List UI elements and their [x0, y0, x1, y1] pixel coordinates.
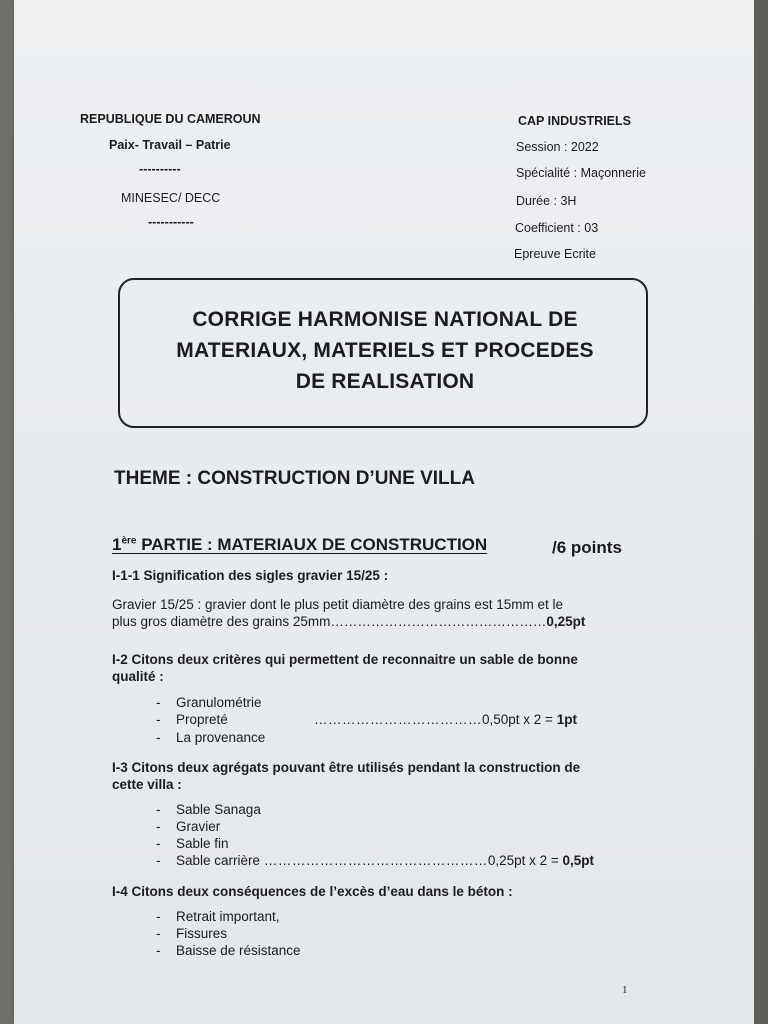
- part-number: 1: [112, 535, 122, 554]
- answer-line: [112, 613, 585, 630]
- question: I-2 Citons deux critères qui permettent de reconnaitre un sable de bonne: [112, 652, 578, 667]
- duration: Durée : 3H: [516, 194, 577, 208]
- title-line: CORRIGE HARMONISE NATIONAL DE: [192, 308, 578, 331]
- exam-type: Epreuve Ecrite: [514, 247, 596, 261]
- title-box: [118, 278, 648, 428]
- score: 0,25pt: [546, 614, 586, 629]
- question: qualité :: [112, 669, 164, 684]
- part-heading: [112, 535, 487, 555]
- part-superscript: ère: [121, 535, 137, 547]
- ministry: MINESEC/ DECC: [121, 191, 221, 205]
- question: I-1-1 Signification des sigles gravier 15/25 :: [112, 568, 389, 583]
- answer-text: plus gros diamètre des grains 25mm…………………………………………: [112, 614, 547, 629]
- title-line: MATERIAUX, MATERIELS ET PROCEDES: [176, 339, 594, 362]
- theme: THEME : CONSTRUCTION D’UNE VILLA: [114, 468, 475, 489]
- header-separator: -----------: [148, 215, 194, 229]
- question: cette villa :: [112, 777, 182, 792]
- session: Session : 2022: [516, 140, 599, 154]
- motto: Paix- Travail – Patrie: [109, 138, 231, 152]
- country-name: REPUBLIQUE DU CAMEROUN: [80, 112, 261, 126]
- coefficient: Coefficient : 03: [515, 221, 599, 235]
- answer-line: Gravier 15/25 : gravier dont le plus petit diamètre des grains est 15mm et le: [112, 597, 563, 612]
- score: 0,5pt: [562, 853, 595, 868]
- specialty: Spécialité : Maçonnerie: [516, 166, 646, 180]
- header-separator: ----------: [139, 162, 181, 176]
- exam-name: CAP INDUSTRIELS: [518, 114, 631, 128]
- score: 1pt: [556, 712, 577, 727]
- question: I-4 Citons deux conséquences de l’excès d’eau dans le béton :: [112, 884, 513, 899]
- question: I-3 Citons deux agrégats pouvant être utilisés pendant la construction de: [112, 760, 581, 775]
- title-line: DE REALISATION: [295, 370, 475, 393]
- document-page: REPUBLIQUE DU CAMEROUN Paix- Travail – Patrie ---------- MINESEC/ DECC ----------- CAP INDUSTRIELS Session : 2022 Spécialité : Maçonnerie Durée : 3H Coefficient : 03 Epreuve Ecrite CORRIGE HARMONISE NATIONAL DE MATERIAUX, MATERIELS ET PROCEDES DE REALISATION THEME : CONSTRUCTION D’UNE VILLA 1ère PARTIE : MATERIAUX DE CONSTRUCTION /6 points I-1-1 Signification des sigles gravier 15/25 : Gravier 15/25 : gravier dont le plus petit diamètre des grains est 15mm et le plus gros diamètre des grains 25mm…………………………………………0,25pt I-2 Citons deux critères qui permettent de reconnaitre un sable de bonne qualité : - Granulométrie - Propreté ………………………………0,50pt x 2 = 1pt - La provenance I-3 Citons deux agrégats pouvant être utilisés pendant la construction de cette villa : - Sable Sanaga - Gravier - Sable fin - Sable carrière …………………………………………0,25pt x 2 = 0,5pt I-4 Citons deux conséquences de l’excès d’eau dans le béton : - Retrait important, - Fissures - Baisse de résistance 1: [14, 0, 754, 1024]
- page-number: 1: [622, 984, 628, 996]
- part-points: /6 points: [552, 538, 622, 557]
- part-label: PARTIE : MATERIAUX DE CONSTRUCTION: [136, 535, 488, 554]
